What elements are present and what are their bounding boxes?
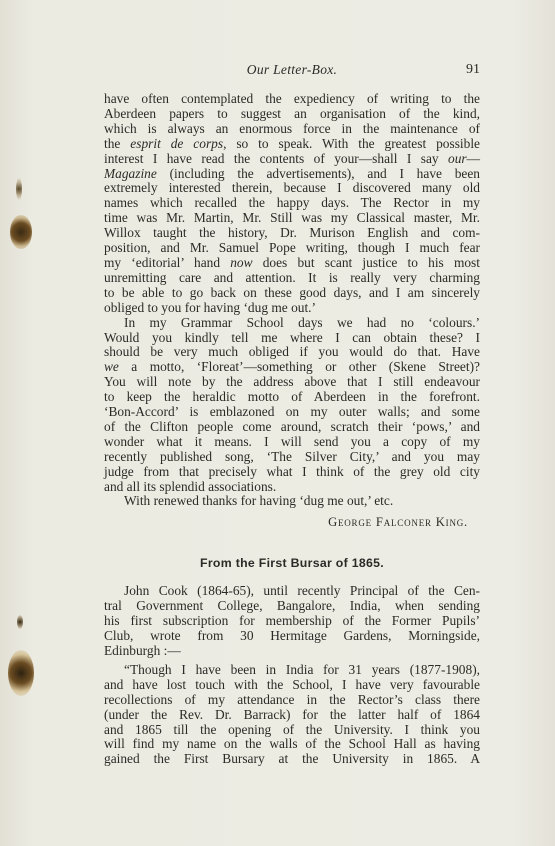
text-line: my ‘editorial’ hand now does but scant justice to his most [104,254,480,270]
ink-stain-lower [8,650,34,696]
page-number: 91 [466,62,480,77]
text-line: tral Government College, Bangalore, India, when sending [104,598,480,614]
text-line: and 1865 till the opening of the University. I think you [104,721,480,737]
letter-paragraph-2 [104,316,480,495]
text-line: and have lost touch with the School, I have very favourable [104,676,480,692]
text-line: Willox taught the history, Dr. Murison English and com- [104,225,480,241]
text-line: In my Grammar School days we had no ‘colours.’ [124,314,480,330]
text-line: wonder what it means. I will send you a copy of my [104,433,480,449]
text-line: gained the First Bursary at the University in 1865. A [104,751,480,767]
ink-mark-top [16,178,22,200]
text-line: You will note by the address above that I still endeavour [104,374,480,390]
text-line: With renewed thanks for having ‘dug me out,’ etc. [124,493,394,509]
text-line: time was Mr. Martin, Mr. Still was my Classical master, Mr. [104,210,480,226]
text-line: the esprit de corps, so to speak. With the greatest possible [104,135,480,151]
text-line: ‘Bon-Accord’ is emblazoned on my outer walls; and some [104,404,480,420]
text-line: we a motto, ‘Floreat’—something or other (Skene Street)? [104,359,480,375]
text-line: have often contemplated the expediency of writing to the [104,91,480,106]
text-line: judge from that precisely what I think of the grey old city [104,463,480,479]
ink-stain-upper [10,215,32,249]
text-line: his first subscription for membership of the Former Pupils’ [104,613,480,629]
text-line: should be very much obliged if you would do that. Have [104,344,480,360]
text-line: to keep the heraldic motto of Aberdeen in the forefront. [104,389,480,405]
section-paragraph-1 [104,584,480,659]
text-line: recollections of my attendance in the Rector’s class there [104,691,480,707]
section-paragraph-2 [104,663,480,767]
text-line: Aberdeen papers to suggest an organisation of the kind, [104,105,480,121]
section-heading: From the First Bursar of 1865. [200,556,384,571]
ink-mark-middle [17,615,23,629]
text-line: Would you kindly tell me where I can obtain these? I [104,329,480,345]
text-line: names which recalled the happy days. The Rector in my [104,195,480,211]
text-line: Edinburgh :— [104,643,181,658]
text-line: obliged to you for having ‘dug me out.’ [104,299,316,315]
text-line: John Cook (1864-65), until recently Principal of the Cen- [124,583,480,599]
text-line: and all its splendid associations. [104,478,277,494]
text-line: recently published song, ‘The Silver City,’ and you may [104,448,480,464]
text-line: which is always an enormous force in the maintenance of [104,120,480,136]
text-line: will find my name on the walls of the School Hall as having [104,736,480,752]
letter-paragraph-3 [104,494,480,509]
signature: George Falconer King. [328,515,468,530]
text-line: interest I have read the contents of your—shall I say our— [104,150,480,166]
text-line: “Though I have been in India for 31 years (1877-1908), [124,661,480,677]
text-line: Magazine (including the advertisements), and I have been [104,165,480,181]
text-line: unremitting care and attention. It is really very charming [104,269,480,285]
text-line: position, and Mr. Samuel Pope writing, though I much fear [104,240,480,256]
text-line: extremely interested therein, because I discovered many old [104,180,480,196]
text-line: to be able to go back on these good days, and I am sincerely [104,284,480,300]
text-line: (under the Rev. Dr. Barrack) for the latter half of 1864 [104,706,480,722]
text-line: of the Clifton people come around, scratch their ‘pows,’ and [104,418,480,434]
running-title: Our Letter-Box. [246,62,338,77]
page-body [104,92,480,767]
text-line: Club, wrote from 30 Hermitage Gardens, Morningside, [104,628,480,644]
letter-paragraph-1 [104,92,480,316]
